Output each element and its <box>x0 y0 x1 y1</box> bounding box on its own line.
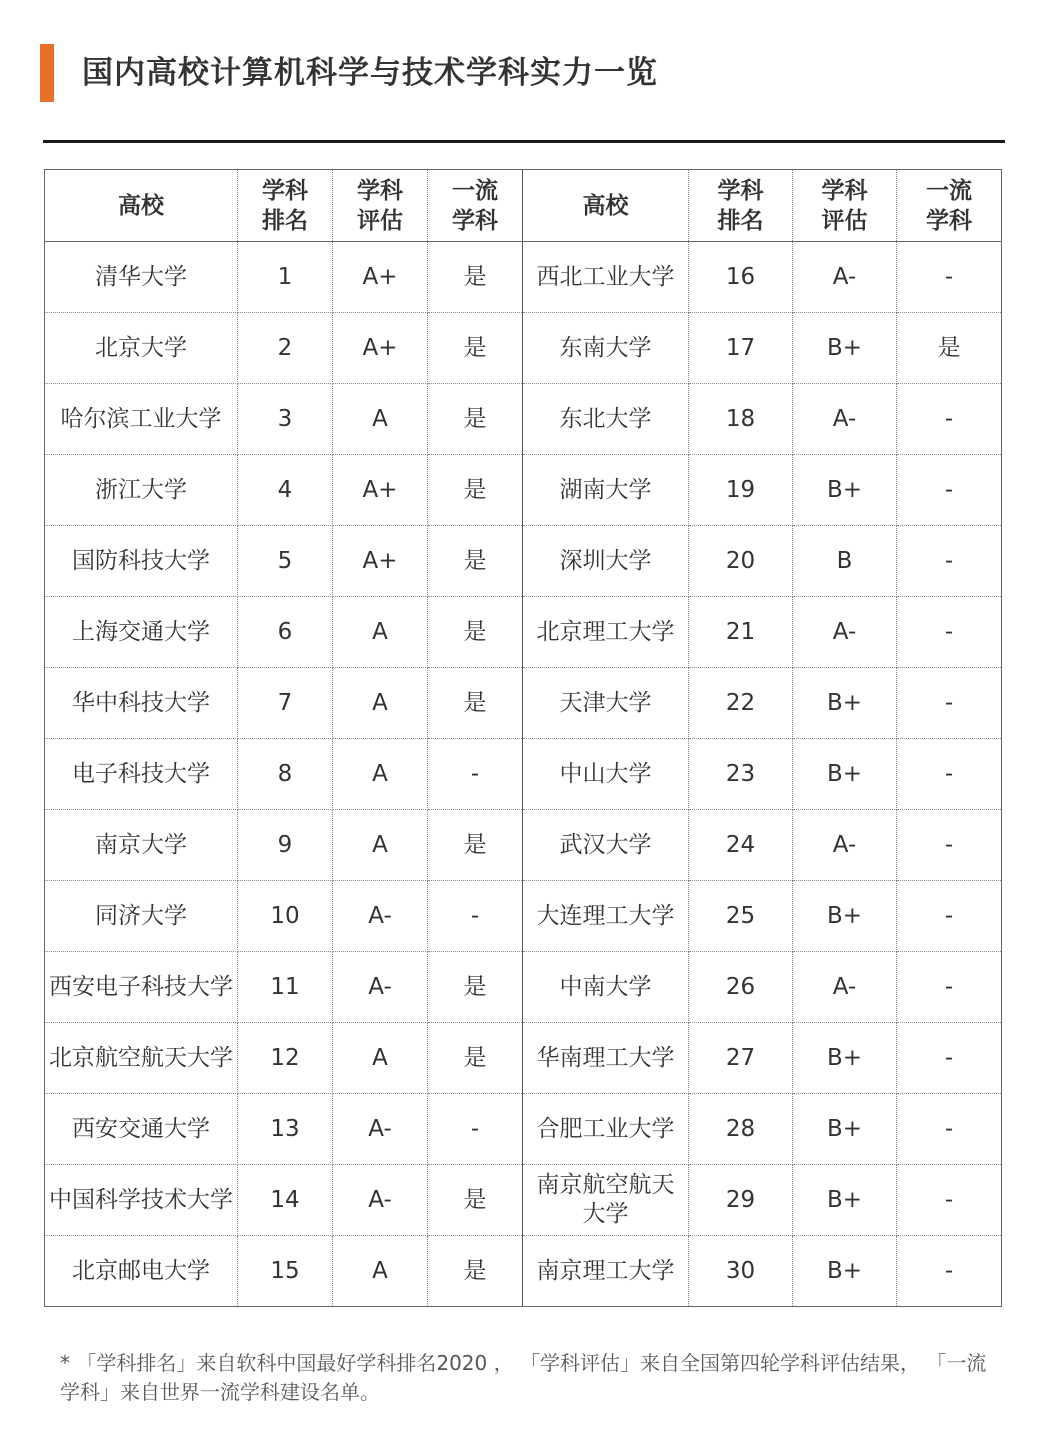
rank-cell: 13 <box>238 1094 333 1165</box>
rank-cell: 6 <box>238 597 333 668</box>
rank-cell: 9 <box>238 810 333 881</box>
first-class-cell: 是 <box>897 313 1002 384</box>
table-row <box>45 242 1002 313</box>
school-cell: 天津大学 <box>523 668 689 739</box>
first-class-cell: - <box>428 881 523 952</box>
rank-cell: 21 <box>689 597 793 668</box>
eval-cell: A- <box>333 1165 428 1236</box>
first-class-cell: - <box>897 668 1002 739</box>
table-row <box>45 455 1002 526</box>
eval-cell: A <box>333 668 428 739</box>
rank-cell: 16 <box>689 242 793 313</box>
table-row <box>45 1094 1002 1165</box>
school-cell: 西北工业大学 <box>523 242 689 313</box>
title-accent-bar <box>40 44 54 102</box>
rank-cell: 25 <box>689 881 793 952</box>
rank-cell: 18 <box>689 384 793 455</box>
school-cell: 深圳大学 <box>523 526 689 597</box>
school-cell: 国防科技大学 <box>45 526 238 597</box>
first-class-cell: 是 <box>428 952 523 1023</box>
school-cell: 南京理工大学 <box>523 1236 689 1307</box>
table-row <box>45 739 1002 810</box>
eval-cell: A+ <box>333 526 428 597</box>
eval-cell: B+ <box>793 1165 897 1236</box>
table-row <box>45 597 1002 668</box>
table-row <box>45 810 1002 881</box>
table-row <box>45 881 1002 952</box>
header-rank-right: 学科 排名 <box>689 170 793 242</box>
eval-cell: A+ <box>333 242 428 313</box>
school-cell: 华南理工大学 <box>523 1023 689 1094</box>
rank-cell: 5 <box>238 526 333 597</box>
first-class-cell: 是 <box>428 1165 523 1236</box>
rank-cell: 14 <box>238 1165 333 1236</box>
rank-cell: 11 <box>238 952 333 1023</box>
eval-cell: A- <box>333 952 428 1023</box>
header-school-right: 高校 <box>523 170 689 242</box>
footnote: * 「学科排名」来自软科中国最好学科排名2020 ， 「学科评估」来自全国第四轮学科评估结果， 「一流学科」来自世界一流学科建设名单。 <box>60 1351 987 1404</box>
first-class-cell: - <box>897 1023 1002 1094</box>
eval-cell: A- <box>333 881 428 952</box>
rank-cell: 28 <box>689 1094 793 1165</box>
school-cell: 北京邮电大学 <box>45 1236 238 1307</box>
first-class-cell: - <box>428 1094 523 1165</box>
header-rank-left: 学科 排名 <box>238 170 333 242</box>
eval-cell: A- <box>793 242 897 313</box>
rank-cell: 20 <box>689 526 793 597</box>
rank-cell: 4 <box>238 455 333 526</box>
rank-cell: 3 <box>238 384 333 455</box>
first-class-cell: - <box>428 739 523 810</box>
school-cell: 武汉大学 <box>523 810 689 881</box>
eval-cell: B+ <box>793 313 897 384</box>
table-row <box>45 313 1002 384</box>
header-first-class-right: 一流 学科 <box>897 170 1002 242</box>
eval-cell: A <box>333 810 428 881</box>
first-class-cell: - <box>897 739 1002 810</box>
first-class-cell: - <box>897 1236 1002 1307</box>
first-class-cell: - <box>897 455 1002 526</box>
first-class-cell: - <box>897 384 1002 455</box>
school-cell: 南京大学 <box>45 810 238 881</box>
eval-cell: A <box>333 384 428 455</box>
school-cell: 浙江大学 <box>45 455 238 526</box>
table-row <box>45 384 1002 455</box>
rank-cell: 10 <box>238 881 333 952</box>
school-cell: 哈尔滨工业大学 <box>45 384 238 455</box>
eval-cell: A+ <box>333 313 428 384</box>
school-cell: 西安电子科技大学 <box>45 952 238 1023</box>
eval-cell: A <box>333 597 428 668</box>
table-header-row <box>45 170 1002 242</box>
rank-cell: 8 <box>238 739 333 810</box>
school-cell: 上海交通大学 <box>45 597 238 668</box>
eval-cell: B+ <box>793 881 897 952</box>
header-school-left: 高校 <box>45 170 238 242</box>
title-divider <box>43 140 1005 143</box>
school-cell: 北京航空航天大学 <box>45 1023 238 1094</box>
header-eval-right: 学科 评估 <box>793 170 897 242</box>
eval-cell: A- <box>793 810 897 881</box>
table-row <box>45 952 1002 1023</box>
rank-cell: 7 <box>238 668 333 739</box>
first-class-cell: 是 <box>428 313 523 384</box>
eval-cell: B+ <box>793 1023 897 1094</box>
table-row <box>45 526 1002 597</box>
first-class-cell: 是 <box>428 810 523 881</box>
rank-cell: 27 <box>689 1023 793 1094</box>
header-first-class-left: 一流 学科 <box>428 170 523 242</box>
eval-cell: B+ <box>793 455 897 526</box>
eval-cell: B+ <box>793 1236 897 1307</box>
rank-cell: 22 <box>689 668 793 739</box>
first-class-cell: - <box>897 1094 1002 1165</box>
eval-cell: A- <box>333 1094 428 1165</box>
first-class-cell: 是 <box>428 668 523 739</box>
rank-cell: 23 <box>689 739 793 810</box>
first-class-cell: 是 <box>428 1023 523 1094</box>
first-class-cell: 是 <box>428 384 523 455</box>
rank-cell: 24 <box>689 810 793 881</box>
rank-cell: 2 <box>238 313 333 384</box>
first-class-cell: - <box>897 242 1002 313</box>
school-cell: 中国科学技术大学 <box>45 1165 238 1236</box>
eval-cell: A <box>333 1236 428 1307</box>
table-row <box>45 668 1002 739</box>
eval-cell: A <box>333 1023 428 1094</box>
school-cell: 电子科技大学 <box>45 739 238 810</box>
school-cell: 东南大学 <box>523 313 689 384</box>
header-eval-left: 学科 评估 <box>333 170 428 242</box>
eval-cell: A+ <box>333 455 428 526</box>
table-row <box>45 1023 1002 1094</box>
rank-cell: 15 <box>238 1236 333 1307</box>
eval-cell: B+ <box>793 739 897 810</box>
school-cell: 湖南大学 <box>523 455 689 526</box>
school-cell: 大连理工大学 <box>523 881 689 952</box>
school-cell: 合肥工业大学 <box>523 1094 689 1165</box>
table-row <box>45 1236 1002 1307</box>
first-class-cell: - <box>897 881 1002 952</box>
eval-cell: B+ <box>793 1094 897 1165</box>
table-row <box>45 1165 1002 1236</box>
school-cell: 中山大学 <box>523 739 689 810</box>
rank-cell: 12 <box>238 1023 333 1094</box>
rank-cell: 19 <box>689 455 793 526</box>
rank-cell: 1 <box>238 242 333 313</box>
rank-cell: 30 <box>689 1236 793 1307</box>
school-cell: 中南大学 <box>523 952 689 1023</box>
first-class-cell: - <box>897 810 1002 881</box>
school-cell: 西安交通大学 <box>45 1094 238 1165</box>
ranking-table <box>44 169 1002 1307</box>
rank-cell: 17 <box>689 313 793 384</box>
first-class-cell: 是 <box>428 242 523 313</box>
rank-cell: 29 <box>689 1165 793 1236</box>
first-class-cell: - <box>897 526 1002 597</box>
eval-cell: B+ <box>793 668 897 739</box>
school-cell: 华中科技大学 <box>45 668 238 739</box>
first-class-cell: - <box>897 597 1002 668</box>
page-title: 国内高校计算机科学与技术学科实力一览 <box>82 55 658 91</box>
first-class-cell: 是 <box>428 1236 523 1307</box>
eval-cell: A <box>333 739 428 810</box>
first-class-cell: - <box>897 952 1002 1023</box>
eval-cell: A- <box>793 597 897 668</box>
school-cell: 东北大学 <box>523 384 689 455</box>
eval-cell: B <box>793 526 897 597</box>
rank-cell: 26 <box>689 952 793 1023</box>
school-cell: 北京理工大学 <box>523 597 689 668</box>
first-class-cell: - <box>897 1165 1002 1236</box>
school-cell: 清华大学 <box>45 242 238 313</box>
first-class-cell: 是 <box>428 597 523 668</box>
school-cell: 北京大学 <box>45 313 238 384</box>
first-class-cell: 是 <box>428 526 523 597</box>
eval-cell: A- <box>793 952 897 1023</box>
eval-cell: A- <box>793 384 897 455</box>
school-cell: 同济大学 <box>45 881 238 952</box>
first-class-cell: 是 <box>428 455 523 526</box>
school-cell: 南京航空航天大学 <box>523 1165 689 1236</box>
